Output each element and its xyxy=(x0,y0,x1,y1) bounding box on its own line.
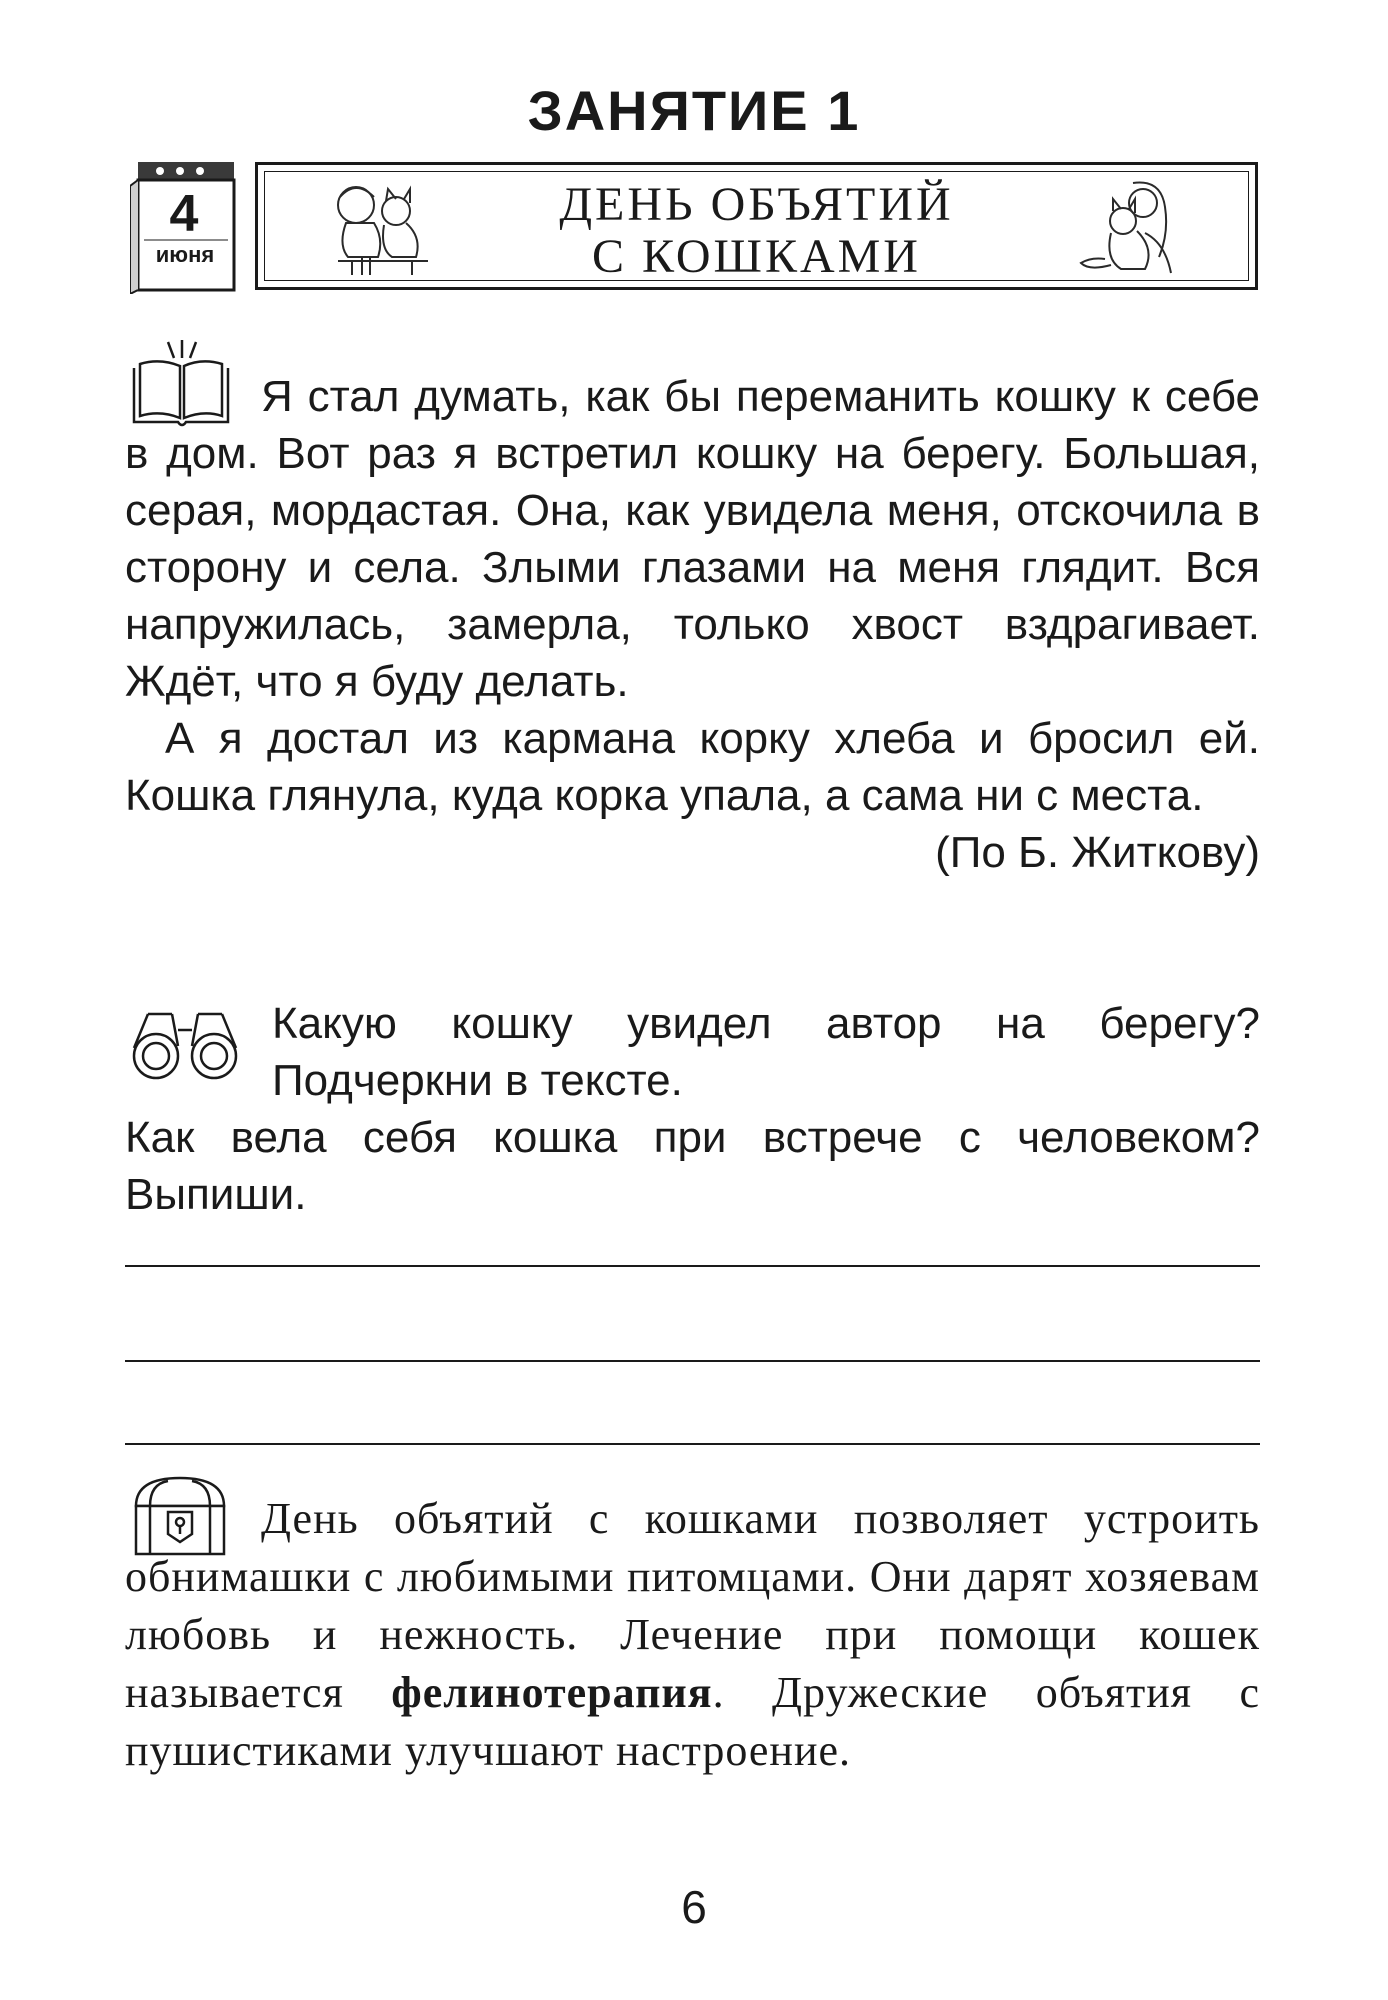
answer-line-2[interactable] xyxy=(125,1360,1260,1362)
reading-author: (По Б. Житкову) xyxy=(935,828,1260,877)
day-title xyxy=(458,179,1055,283)
page-number: 6 xyxy=(681,1881,707,1933)
binoculars-icon xyxy=(128,1000,242,1080)
day-title-line2: С КОШКАМИ xyxy=(592,230,921,283)
calendar-month: июня xyxy=(155,242,215,267)
day-title-line1: ДЕНЬ ОБЪЯТИЙ xyxy=(559,178,954,231)
fact-text-start: День объятий с кошками позволяет устроить обнимашки с любимыми питомцами. Они дарят хозяевам любовь и нежность. Лечение при помощи кошек называется xyxy=(125,1494,1260,1717)
calendar xyxy=(130,162,238,294)
reading-text xyxy=(125,368,1260,881)
fact-text-end: . Дружеские объятия с пушистиками улучшают настроение. xyxy=(125,1668,1260,1775)
reading-paragraph-2: А я достал из кармана корку хлеба и бросил ей. Кошка глянула, куда корка упала, а сама ни с места. xyxy=(125,714,1260,820)
fact-term: фелинотерапия xyxy=(391,1668,713,1717)
lesson-title: ЗАНЯТИЕ 1 xyxy=(527,79,861,142)
day-title-box xyxy=(255,162,1258,290)
answer-line-1[interactable] xyxy=(125,1265,1260,1267)
girl-hugging-cat-illustration xyxy=(318,175,438,279)
task-question-1: Какую кошку увидел автор на берегу? Подчеркни в тексте. xyxy=(272,999,1260,1105)
task-question-2: Как вела себя кошка при встрече с человеком? Выпиши. xyxy=(125,1113,1260,1219)
answer-line-3[interactable] xyxy=(125,1443,1260,1445)
woman-holding-cat-illustration xyxy=(1075,173,1185,281)
reading-paragraph-1: Я стал думать, как бы переманить кошку к себе в дом. Вот раз я встретил кошку на берегу. Большая, серая, мордастая. Она, как увидела меня, отскочила в сторону и села. Злыми глазами на меня глядит. Вся напружилась, замерла, только хвост вздрагивает. Ждёт, что я буду делать. xyxy=(125,372,1260,706)
calendar-day: 4 xyxy=(169,185,199,243)
fact-text xyxy=(125,1490,1260,1780)
